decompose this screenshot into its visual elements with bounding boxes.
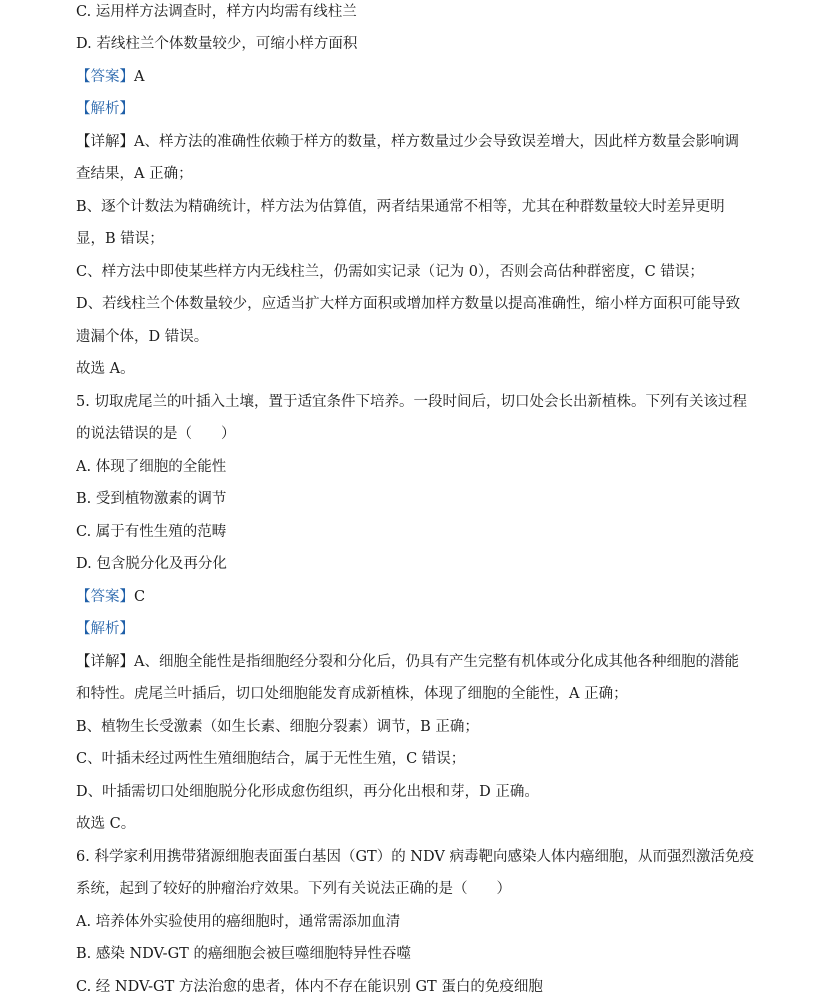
q5-analysis-tag: 【解析】 bbox=[76, 621, 134, 637]
q5-detail-line: D、叶插需切口处细胞脱分化形成愈伤组织，再分化出根和芽，D 正确。 bbox=[76, 784, 539, 800]
q6-stem: 6. 科学家利用携带猪源细胞表面蛋白基因（GT）的 NDV 病毒靶向感染人体内癌细胞，从而强烈激活免疫 bbox=[76, 849, 754, 865]
answer-value: A bbox=[134, 69, 145, 85]
q5-option-b: B. 受到植物激素的调节 bbox=[76, 491, 227, 507]
detail-tag: 【详解】 bbox=[76, 134, 134, 150]
q6-stem: 系统，起到了较好的肿瘤治疗效果。下列有关说法正确的是（ ） bbox=[76, 881, 511, 897]
answer-value: C bbox=[134, 589, 146, 605]
answer-tag: 【答案】 bbox=[76, 589, 134, 605]
q5-stem: 的说法错误的是（ ） bbox=[76, 426, 236, 442]
q4-detail-line: D、若线柱兰个体数量较少，应适当扩大样方面积或增加样方数量以提高准确性，缩小样方面积可能导致 bbox=[76, 296, 741, 312]
q5-stem: 5. 切取虎尾兰的叶插入土壤，置于适宜条件下培养。一段时间后，切口处会长出新植株。下列有关该过程 bbox=[76, 394, 747, 410]
q4-detail-line bbox=[76, 132, 766, 152]
q4-conclusion: 故选 A。 bbox=[76, 361, 135, 377]
q6-option-c: C. 经 NDV-GT 方法治愈的患者，体内不存在能识别 GT 蛋白的免疫细胞 bbox=[76, 979, 543, 995]
q5-detail-line: C、叶插未经过两性生殖细胞结合，属于无性生殖，C 错误； bbox=[76, 751, 466, 767]
q4-detail-line: 显，B 错误； bbox=[76, 231, 164, 247]
q5-detail-line: B、植物生长受激素（如生长素、细胞分裂素）调节，B 正确； bbox=[76, 719, 479, 735]
q5-option-c: C. 属于有性生殖的范畴 bbox=[76, 524, 227, 540]
detail-text: A、样方法的准确性依赖于样方的数量，样方数量过少会导致误差增大，因此样方数量会影响调 bbox=[134, 134, 739, 150]
q5-conclusion: 故选 C。 bbox=[76, 816, 136, 832]
q5-detail-line bbox=[76, 652, 766, 672]
q5-option-a: A. 体现了细胞的全能性 bbox=[76, 459, 227, 475]
q4-option-c: C. 运用样方法调查时，样方内均需有线柱兰 bbox=[76, 4, 357, 20]
detail-tag: 【详解】 bbox=[76, 654, 134, 670]
answer-tag: 【答案】 bbox=[76, 69, 134, 85]
q6-option-b: B. 感染 NDV-GT 的癌细胞会被巨噬细胞特异性吞噬 bbox=[76, 946, 411, 962]
q5-option-d: D. 包含脱分化及再分化 bbox=[76, 556, 227, 572]
q4-analysis-tag: 【解析】 bbox=[76, 101, 134, 117]
q4-detail-line: 遗漏个体，D 错误。 bbox=[76, 329, 209, 345]
q6-option-a: A. 培养体外实验使用的癌细胞时，通常需添加血清 bbox=[76, 914, 401, 930]
q5-answer bbox=[76, 587, 766, 607]
q5-detail-line: 和特性。虎尾兰叶插后，切口处细胞能发育成新植株，体现了细胞的全能性，A 正确； bbox=[76, 686, 628, 702]
q4-detail-line: 查结果，A 正确； bbox=[76, 166, 193, 182]
q4-detail-line: C、样方法中即使某些样方内无线柱兰，仍需如实记录（记为 0），否则会高估种群密度，C 错误； bbox=[76, 264, 704, 280]
q4-option-d: D. 若线柱兰个体数量较少，可缩小样方面积 bbox=[76, 36, 358, 52]
q4-answer bbox=[76, 67, 766, 87]
detail-text: A、细胞全能性是指细胞经分裂和分化后，仍具有产生完整有机体或分化成其他各种细胞的潜能 bbox=[134, 654, 739, 670]
q4-detail-line: B、逐个计数法为精确统计，样方法为估算值，两者结果通常不相等，尤其在种群数量较大时差异更明 bbox=[76, 199, 725, 215]
